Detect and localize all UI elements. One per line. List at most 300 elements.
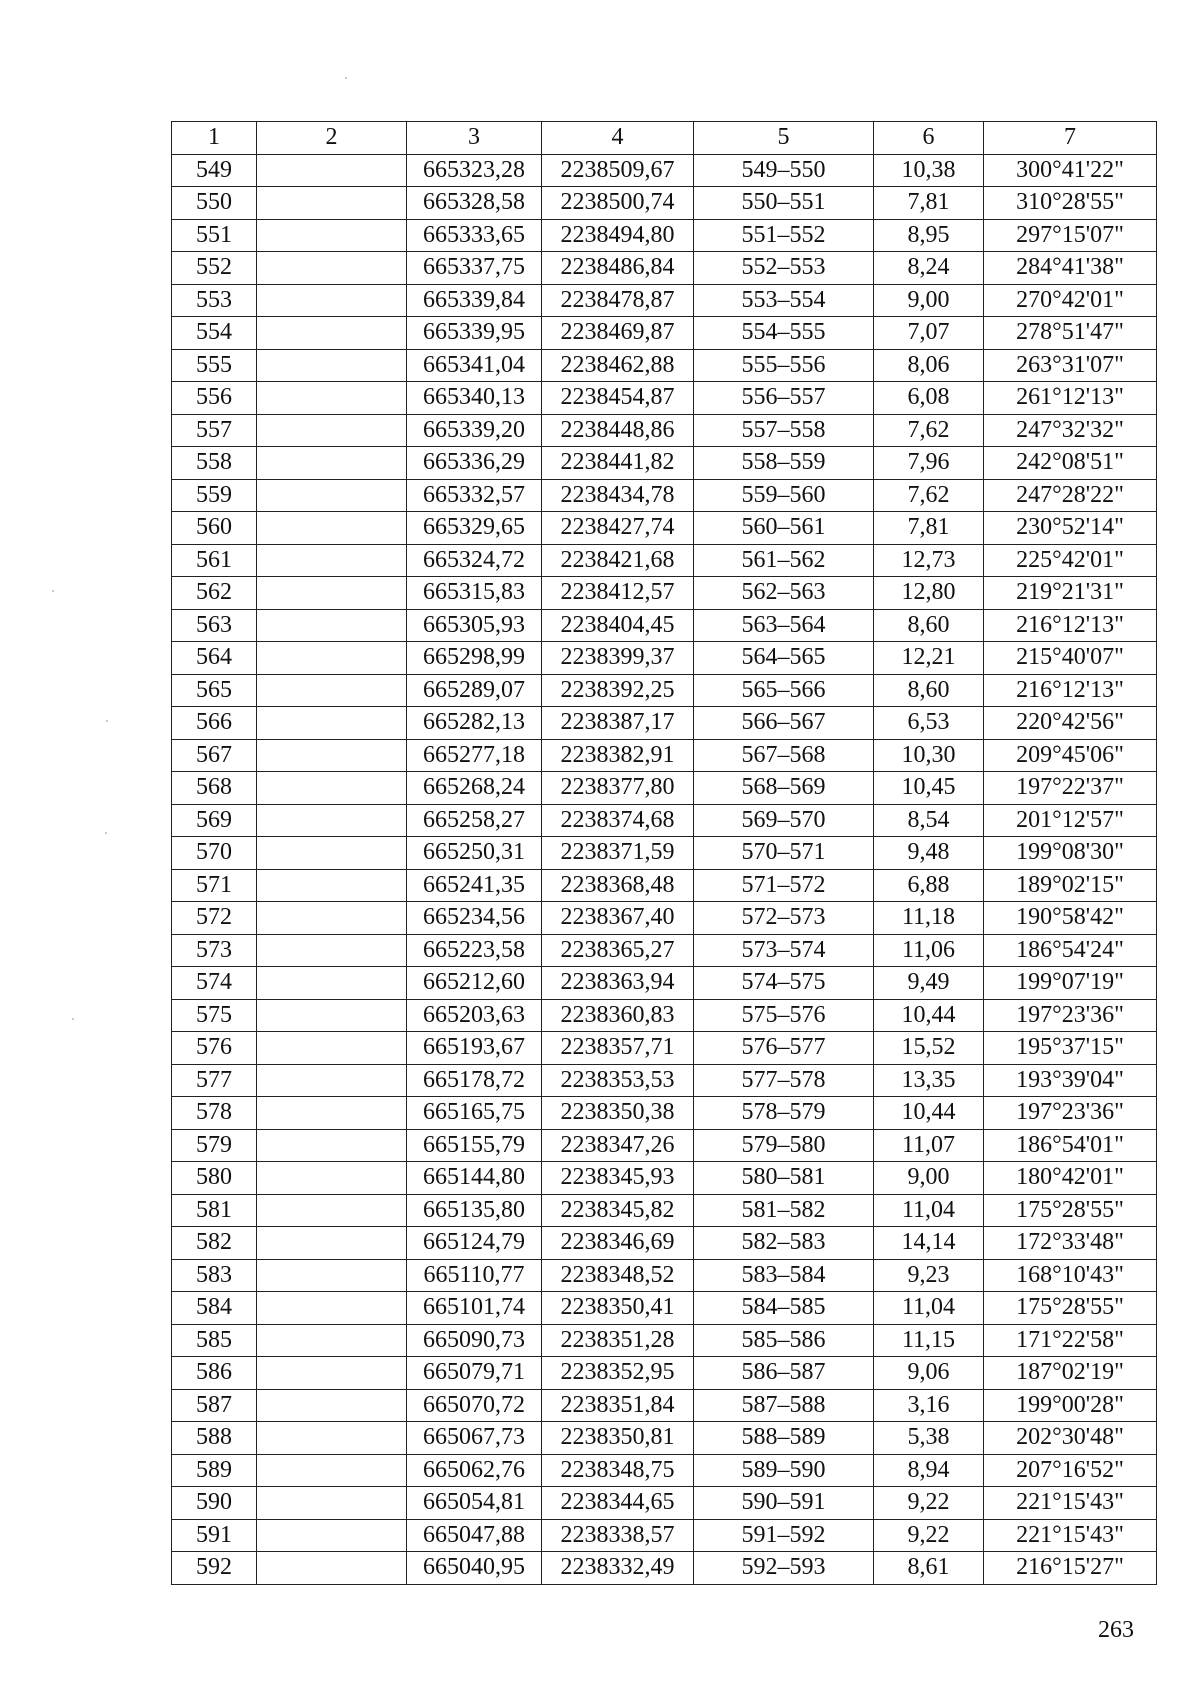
column-header: 3 (407, 122, 542, 155)
empty-cell (257, 1454, 407, 1487)
segment-cell: 566–567 (694, 707, 874, 740)
length-cell: 5,38 (874, 1422, 984, 1455)
table-row (172, 1227, 1157, 1260)
point-number-cell: 553 (172, 284, 257, 317)
y-coordinate-cell: 2238348,75 (542, 1454, 694, 1487)
empty-cell (257, 804, 407, 837)
table-header-row (172, 122, 1157, 155)
y-coordinate-cell: 2238347,26 (542, 1129, 694, 1162)
bearing-cell: 199°07'19" (984, 967, 1157, 1000)
length-cell: 9,00 (874, 284, 984, 317)
y-coordinate-cell: 2238338,57 (542, 1519, 694, 1552)
x-coordinate-cell: 665223,58 (407, 934, 542, 967)
length-cell: 7,96 (874, 447, 984, 480)
bearing-cell: 190°58'42" (984, 902, 1157, 935)
x-coordinate-cell: 665340,13 (407, 382, 542, 415)
empty-cell (257, 187, 407, 220)
y-coordinate-cell: 2238494,80 (542, 219, 694, 252)
table-row (172, 284, 1157, 317)
y-coordinate-cell: 2238404,45 (542, 609, 694, 642)
segment-cell: 585–586 (694, 1324, 874, 1357)
y-coordinate-cell: 2238434,78 (542, 479, 694, 512)
table-row (172, 999, 1157, 1032)
segment-cell: 582–583 (694, 1227, 874, 1260)
bearing-cell: 175°28'55" (984, 1194, 1157, 1227)
bearing-cell: 230°52'14" (984, 512, 1157, 545)
point-number-cell: 557 (172, 414, 257, 447)
point-number-cell: 558 (172, 447, 257, 480)
x-coordinate-cell: 665193,67 (407, 1032, 542, 1065)
empty-cell (257, 1097, 407, 1130)
x-coordinate-cell: 665336,29 (407, 447, 542, 480)
x-coordinate-cell: 665250,31 (407, 837, 542, 870)
length-cell: 11,04 (874, 1292, 984, 1325)
scan-speck (72, 1018, 74, 1020)
point-number-cell: 550 (172, 187, 257, 220)
table-row (172, 869, 1157, 902)
x-coordinate-cell: 665203,63 (407, 999, 542, 1032)
segment-cell: 588–589 (694, 1422, 874, 1455)
segment-cell: 590–591 (694, 1487, 874, 1520)
empty-cell (257, 674, 407, 707)
bearing-cell: 278°51'47" (984, 317, 1157, 350)
x-coordinate-cell: 665165,75 (407, 1097, 542, 1130)
x-coordinate-cell: 665234,56 (407, 902, 542, 935)
y-coordinate-cell: 2238350,81 (542, 1422, 694, 1455)
empty-cell (257, 1519, 407, 1552)
length-cell: 6,08 (874, 382, 984, 415)
point-number-cell: 572 (172, 902, 257, 935)
length-cell: 12,80 (874, 577, 984, 610)
y-coordinate-cell: 2238332,49 (542, 1552, 694, 1585)
length-cell: 7,62 (874, 414, 984, 447)
segment-cell: 580–581 (694, 1162, 874, 1195)
empty-cell (257, 902, 407, 935)
point-number-cell: 583 (172, 1259, 257, 1292)
bearing-cell: 199°00'28" (984, 1389, 1157, 1422)
empty-cell (257, 284, 407, 317)
point-number-cell: 554 (172, 317, 257, 350)
table-row (172, 902, 1157, 935)
table-row (172, 414, 1157, 447)
empty-cell (257, 739, 407, 772)
empty-cell (257, 382, 407, 415)
empty-cell (257, 999, 407, 1032)
y-coordinate-cell: 2238357,71 (542, 1032, 694, 1065)
length-cell: 9,48 (874, 837, 984, 870)
table-row (172, 1487, 1157, 1520)
x-coordinate-cell: 665339,84 (407, 284, 542, 317)
x-coordinate-cell: 665333,65 (407, 219, 542, 252)
segment-cell: 579–580 (694, 1129, 874, 1162)
point-number-cell: 573 (172, 934, 257, 967)
table-row (172, 934, 1157, 967)
bearing-cell: 186°54'01" (984, 1129, 1157, 1162)
length-cell: 7,81 (874, 512, 984, 545)
y-coordinate-cell: 2238469,87 (542, 317, 694, 350)
column-header: 2 (257, 122, 407, 155)
point-number-cell: 564 (172, 642, 257, 675)
point-number-cell: 576 (172, 1032, 257, 1065)
bearing-cell: 216°12'13" (984, 609, 1157, 642)
length-cell: 8,94 (874, 1454, 984, 1487)
x-coordinate-cell: 665144,80 (407, 1162, 542, 1195)
table-row (172, 447, 1157, 480)
length-cell: 3,16 (874, 1389, 984, 1422)
scan-speck (106, 720, 108, 722)
length-cell: 7,62 (874, 479, 984, 512)
bearing-cell: 261°12'13" (984, 382, 1157, 415)
segment-cell: 571–572 (694, 869, 874, 902)
point-number-cell: 561 (172, 544, 257, 577)
empty-cell (257, 1552, 407, 1585)
bearing-cell: 247°28'22" (984, 479, 1157, 512)
length-cell: 11,15 (874, 1324, 984, 1357)
x-coordinate-cell: 665079,71 (407, 1357, 542, 1390)
x-coordinate-cell: 665135,80 (407, 1194, 542, 1227)
bearing-cell: 270°42'01" (984, 284, 1157, 317)
point-number-cell: 559 (172, 479, 257, 512)
segment-cell: 550–551 (694, 187, 874, 220)
length-cell: 12,21 (874, 642, 984, 675)
point-number-cell: 579 (172, 1129, 257, 1162)
point-number-cell: 585 (172, 1324, 257, 1357)
point-number-cell: 569 (172, 804, 257, 837)
length-cell: 12,73 (874, 544, 984, 577)
table-row (172, 837, 1157, 870)
y-coordinate-cell: 2238367,40 (542, 902, 694, 935)
segment-cell: 556–557 (694, 382, 874, 415)
point-number-cell: 580 (172, 1162, 257, 1195)
bearing-cell: 201°12'57" (984, 804, 1157, 837)
length-cell: 9,22 (874, 1487, 984, 1520)
bearing-cell: 172°33'48" (984, 1227, 1157, 1260)
segment-cell: 587–588 (694, 1389, 874, 1422)
table-row (172, 382, 1157, 415)
bearing-cell: 209°45'06" (984, 739, 1157, 772)
length-cell: 9,06 (874, 1357, 984, 1390)
point-number-cell: 571 (172, 869, 257, 902)
point-number-cell: 590 (172, 1487, 257, 1520)
table-row (172, 577, 1157, 610)
y-coordinate-cell: 2238345,93 (542, 1162, 694, 1195)
segment-cell: 551–552 (694, 219, 874, 252)
segment-cell: 578–579 (694, 1097, 874, 1130)
segment-cell: 560–561 (694, 512, 874, 545)
empty-cell (257, 1357, 407, 1390)
bearing-cell: 193°39'04" (984, 1064, 1157, 1097)
segment-cell: 586–587 (694, 1357, 874, 1390)
empty-cell (257, 1064, 407, 1097)
column-header: 6 (874, 122, 984, 155)
segment-cell: 584–585 (694, 1292, 874, 1325)
x-coordinate-cell: 665070,72 (407, 1389, 542, 1422)
table-row (172, 772, 1157, 805)
scan-speck (52, 590, 54, 592)
y-coordinate-cell: 2238365,27 (542, 934, 694, 967)
empty-cell (257, 1194, 407, 1227)
point-number-cell: 552 (172, 252, 257, 285)
bearing-cell: 297°15'07" (984, 219, 1157, 252)
bearing-cell: 197°23'36" (984, 1097, 1157, 1130)
x-coordinate-cell: 665090,73 (407, 1324, 542, 1357)
point-number-cell: 588 (172, 1422, 257, 1455)
empty-cell (257, 1227, 407, 1260)
segment-cell: 570–571 (694, 837, 874, 870)
y-coordinate-cell: 2238427,74 (542, 512, 694, 545)
table-row (172, 317, 1157, 350)
x-coordinate-cell: 665110,77 (407, 1259, 542, 1292)
table-row (172, 1357, 1157, 1390)
table-row (172, 1194, 1157, 1227)
empty-cell (257, 544, 407, 577)
x-coordinate-cell: 665339,95 (407, 317, 542, 350)
segment-cell: 564–565 (694, 642, 874, 675)
point-number-cell: 581 (172, 1194, 257, 1227)
empty-cell (257, 1389, 407, 1422)
point-number-cell: 574 (172, 967, 257, 1000)
point-number-cell: 587 (172, 1389, 257, 1422)
length-cell: 9,22 (874, 1519, 984, 1552)
length-cell: 15,52 (874, 1032, 984, 1065)
empty-cell (257, 837, 407, 870)
y-coordinate-cell: 2238377,80 (542, 772, 694, 805)
table-row (172, 512, 1157, 545)
scan-speck (345, 77, 347, 79)
segment-cell: 563–564 (694, 609, 874, 642)
length-cell: 7,07 (874, 317, 984, 350)
bearing-cell: 216°12'13" (984, 674, 1157, 707)
y-coordinate-cell: 2238352,95 (542, 1357, 694, 1390)
y-coordinate-cell: 2238353,53 (542, 1064, 694, 1097)
point-number-cell: 592 (172, 1552, 257, 1585)
point-number-cell: 565 (172, 674, 257, 707)
point-number-cell: 551 (172, 219, 257, 252)
length-cell: 10,44 (874, 999, 984, 1032)
table-row (172, 1519, 1157, 1552)
bearing-cell: 207°16'52" (984, 1454, 1157, 1487)
segment-cell: 583–584 (694, 1259, 874, 1292)
empty-cell (257, 642, 407, 675)
segment-cell: 562–563 (694, 577, 874, 610)
point-number-cell: 582 (172, 1227, 257, 1260)
segment-cell: 581–582 (694, 1194, 874, 1227)
length-cell: 10,30 (874, 739, 984, 772)
segment-cell: 555–556 (694, 349, 874, 382)
empty-cell (257, 869, 407, 902)
table-row (172, 1097, 1157, 1130)
empty-cell (257, 479, 407, 512)
bearing-cell: 263°31'07" (984, 349, 1157, 382)
y-coordinate-cell: 2238478,87 (542, 284, 694, 317)
y-coordinate-cell: 2238351,28 (542, 1324, 694, 1357)
segment-cell: 554–555 (694, 317, 874, 350)
length-cell: 8,61 (874, 1552, 984, 1585)
empty-cell (257, 707, 407, 740)
y-coordinate-cell: 2238441,82 (542, 447, 694, 480)
x-coordinate-cell: 665315,83 (407, 577, 542, 610)
segment-cell: 591–592 (694, 1519, 874, 1552)
segment-cell: 572–573 (694, 902, 874, 935)
segment-cell: 577–578 (694, 1064, 874, 1097)
y-coordinate-cell: 2238363,94 (542, 967, 694, 1000)
bearing-cell: 215°40'07" (984, 642, 1157, 675)
point-number-cell: 555 (172, 349, 257, 382)
segment-cell: 592–593 (694, 1552, 874, 1585)
bearing-cell: 197°22'37" (984, 772, 1157, 805)
length-cell: 13,35 (874, 1064, 984, 1097)
y-coordinate-cell: 2238348,52 (542, 1259, 694, 1292)
y-coordinate-cell: 2238350,38 (542, 1097, 694, 1130)
empty-cell (257, 447, 407, 480)
segment-cell: 565–566 (694, 674, 874, 707)
table-row (172, 187, 1157, 220)
x-coordinate-cell: 665339,20 (407, 414, 542, 447)
segment-cell: 575–576 (694, 999, 874, 1032)
bearing-cell: 225°42'01" (984, 544, 1157, 577)
bearing-cell: 197°23'36" (984, 999, 1157, 1032)
empty-cell (257, 1032, 407, 1065)
table-row (172, 609, 1157, 642)
table-row (172, 1552, 1157, 1585)
coordinates-table (171, 121, 1157, 1585)
point-number-cell: 589 (172, 1454, 257, 1487)
empty-cell (257, 772, 407, 805)
table-row (172, 1129, 1157, 1162)
empty-cell (257, 1259, 407, 1292)
empty-cell (257, 219, 407, 252)
bearing-cell: 219°21'31" (984, 577, 1157, 610)
table-row (172, 1324, 1157, 1357)
length-cell: 9,23 (874, 1259, 984, 1292)
x-coordinate-cell: 665241,35 (407, 869, 542, 902)
length-cell: 10,44 (874, 1097, 984, 1130)
y-coordinate-cell: 2238346,69 (542, 1227, 694, 1260)
empty-cell (257, 577, 407, 610)
x-coordinate-cell: 665332,57 (407, 479, 542, 512)
x-coordinate-cell: 665178,72 (407, 1064, 542, 1097)
bearing-cell: 216°15'27" (984, 1552, 1157, 1585)
point-number-cell: 567 (172, 739, 257, 772)
empty-cell (257, 1422, 407, 1455)
x-coordinate-cell: 665305,93 (407, 609, 542, 642)
point-number-cell: 591 (172, 1519, 257, 1552)
x-coordinate-cell: 665124,79 (407, 1227, 542, 1260)
length-cell: 14,14 (874, 1227, 984, 1260)
length-cell: 11,04 (874, 1194, 984, 1227)
length-cell: 8,95 (874, 219, 984, 252)
table-body (172, 154, 1157, 1584)
length-cell: 6,53 (874, 707, 984, 740)
point-number-cell: 556 (172, 382, 257, 415)
y-coordinate-cell: 2238345,82 (542, 1194, 694, 1227)
point-number-cell: 560 (172, 512, 257, 545)
y-coordinate-cell: 2238509,67 (542, 154, 694, 187)
table-row (172, 707, 1157, 740)
length-cell: 11,18 (874, 902, 984, 935)
segment-cell: 553–554 (694, 284, 874, 317)
x-coordinate-cell: 665323,28 (407, 154, 542, 187)
y-coordinate-cell: 2238500,74 (542, 187, 694, 220)
table-row (172, 1454, 1157, 1487)
table-row (172, 479, 1157, 512)
y-coordinate-cell: 2238392,25 (542, 674, 694, 707)
table-row (172, 642, 1157, 675)
empty-cell (257, 934, 407, 967)
bearing-cell: 310°28'55" (984, 187, 1157, 220)
table-row (172, 154, 1157, 187)
segment-cell: 559–560 (694, 479, 874, 512)
bearing-cell: 221°15'43" (984, 1487, 1157, 1520)
y-coordinate-cell: 2238387,17 (542, 707, 694, 740)
page-number: 263 (1098, 1617, 1134, 1643)
column-header: 7 (984, 122, 1157, 155)
x-coordinate-cell: 665101,74 (407, 1292, 542, 1325)
bearing-cell: 242°08'51" (984, 447, 1157, 480)
y-coordinate-cell: 2238350,41 (542, 1292, 694, 1325)
table-row (172, 1032, 1157, 1065)
bearing-cell: 187°02'19" (984, 1357, 1157, 1390)
empty-cell (257, 1129, 407, 1162)
point-number-cell: 578 (172, 1097, 257, 1130)
y-coordinate-cell: 2238454,87 (542, 382, 694, 415)
point-number-cell: 563 (172, 609, 257, 642)
table-row (172, 1422, 1157, 1455)
x-coordinate-cell: 665212,60 (407, 967, 542, 1000)
x-coordinate-cell: 665277,18 (407, 739, 542, 772)
length-cell: 11,07 (874, 1129, 984, 1162)
y-coordinate-cell: 2238382,91 (542, 739, 694, 772)
column-header: 4 (542, 122, 694, 155)
table-row (172, 252, 1157, 285)
x-coordinate-cell: 665289,07 (407, 674, 542, 707)
x-coordinate-cell: 665298,99 (407, 642, 542, 675)
y-coordinate-cell: 2238360,83 (542, 999, 694, 1032)
empty-cell (257, 154, 407, 187)
point-number-cell: 577 (172, 1064, 257, 1097)
point-number-cell: 568 (172, 772, 257, 805)
x-coordinate-cell: 665054,81 (407, 1487, 542, 1520)
length-cell: 7,81 (874, 187, 984, 220)
bearing-cell: 202°30'48" (984, 1422, 1157, 1455)
x-coordinate-cell: 665268,24 (407, 772, 542, 805)
empty-cell (257, 967, 407, 1000)
length-cell: 8,24 (874, 252, 984, 285)
y-coordinate-cell: 2238351,84 (542, 1389, 694, 1422)
length-cell: 10,45 (874, 772, 984, 805)
bearing-cell: 186°54'24" (984, 934, 1157, 967)
length-cell: 8,60 (874, 609, 984, 642)
empty-cell (257, 317, 407, 350)
table-row (172, 349, 1157, 382)
point-number-cell: 566 (172, 707, 257, 740)
empty-cell (257, 512, 407, 545)
bearing-cell: 189°02'15" (984, 869, 1157, 902)
table-row (172, 544, 1157, 577)
scan-speck (105, 832, 107, 834)
segment-cell: 589–590 (694, 1454, 874, 1487)
bearing-cell: 300°41'22" (984, 154, 1157, 187)
segment-cell: 558–559 (694, 447, 874, 480)
bearing-cell: 284°41'38" (984, 252, 1157, 285)
length-cell: 10,38 (874, 154, 984, 187)
y-coordinate-cell: 2238486,84 (542, 252, 694, 285)
segment-cell: 561–562 (694, 544, 874, 577)
length-cell: 11,06 (874, 934, 984, 967)
segment-cell: 557–558 (694, 414, 874, 447)
point-number-cell: 586 (172, 1357, 257, 1390)
bearing-cell: 199°08'30" (984, 837, 1157, 870)
